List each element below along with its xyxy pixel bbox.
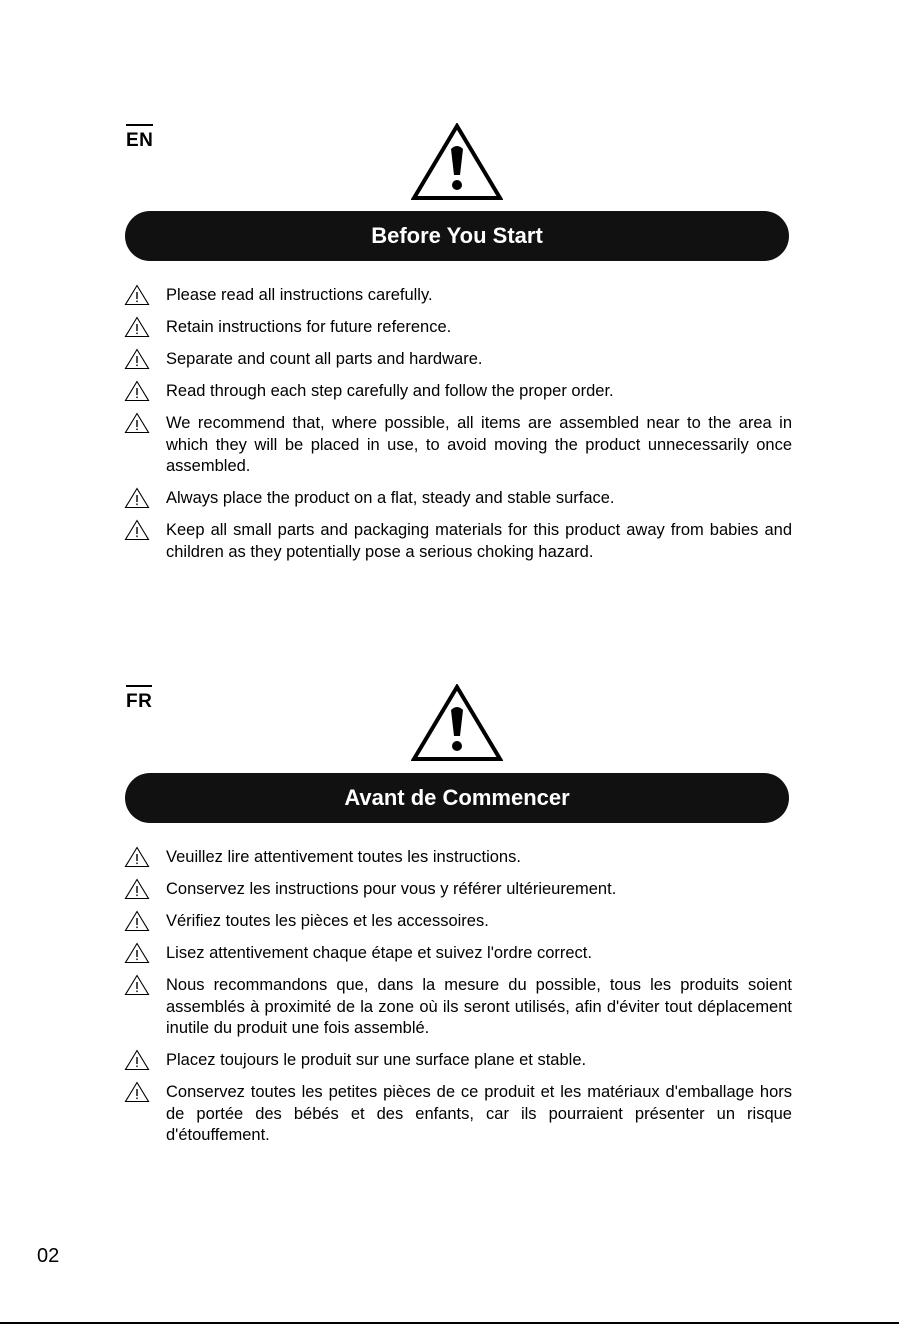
list-item-text: Placez toujours le produit sur une surface plane et stable.	[166, 1051, 587, 1069]
warning-triangle-icon	[124, 487, 150, 509]
list-item	[124, 911, 792, 933]
warning-triangle-icon	[124, 846, 150, 868]
section-banner-avant-de-commencer	[125, 773, 789, 823]
list-item-text: Vérifiez toutes les pièces et les accessoires.	[166, 912, 489, 930]
warning-triangle-icon	[124, 284, 150, 306]
list-item	[124, 943, 792, 965]
list-item	[124, 1050, 792, 1072]
warning-triangle-icon	[124, 910, 150, 932]
instruction-list-fr	[124, 847, 792, 1157]
banner-title: Avant de Commencer	[344, 785, 570, 810]
list-item-text: Always place the product on a flat, steady and stable surface.	[166, 489, 615, 507]
list-item	[124, 317, 792, 339]
list-item-text: Veuillez lire attentivement toutes les instructions.	[166, 848, 521, 866]
warning-triangle-icon	[124, 1081, 150, 1103]
list-item	[124, 349, 792, 371]
language-label-en: EN	[126, 124, 153, 150]
list-item-text: Conservez toutes les petites pièces de ce produit et les matériaux d'emballage hors de portée des bébés et des enfants, car ils pourraient présenter un risque d'étouffement.	[166, 1083, 792, 1144]
list-item-text: Lisez attentivement chaque étape et suivez l'ordre correct.	[166, 944, 592, 962]
warning-triangle-icon	[124, 316, 150, 338]
list-item	[124, 413, 792, 478]
banner-title: Before You Start	[371, 223, 543, 248]
list-item	[124, 847, 792, 869]
warning-triangle-icon	[124, 348, 150, 370]
warning-triangle-icon	[124, 942, 150, 964]
instruction-list-en	[124, 285, 792, 574]
list-item-text: Nous recommandons que, dans la mesure du possible, tous les produits soient assemblés à proximité de la zone où ils seront utilisés, afin d'éviter tout déplacement inutile du produit une fois assemblé.	[166, 976, 792, 1037]
warning-triangle-icon	[124, 519, 150, 541]
list-item	[124, 520, 792, 563]
list-item-text: Retain instructions for future reference.	[166, 318, 452, 336]
list-item-text: Read through each step carefully and follow the proper order.	[166, 382, 614, 400]
list-item	[124, 381, 792, 403]
warning-triangle-icon	[411, 123, 503, 201]
list-item-text: We recommend that, where possible, all items are assembled near to the area in which they will be placed in use, to avoid moving the product unnecessarily once assembled.	[166, 414, 792, 475]
list-item-text: Please read all instructions carefully.	[166, 286, 433, 304]
list-item	[124, 879, 792, 901]
warning-triangle-icon	[124, 974, 150, 996]
list-item	[124, 488, 792, 510]
section-banner-before-you-start	[125, 211, 789, 261]
list-item	[124, 1082, 792, 1147]
list-item-text: Separate and count all parts and hardware.	[166, 350, 483, 368]
page-number: 02	[37, 1245, 60, 1267]
warning-triangle-icon	[124, 1049, 150, 1071]
warning-triangle-icon	[411, 684, 503, 762]
list-item	[124, 975, 792, 1040]
warning-triangle-icon	[124, 412, 150, 434]
list-item	[124, 285, 792, 307]
list-item-text: Keep all small parts and packaging materials for this product away from babies and children as they potentially pose a serious choking hazard.	[166, 521, 792, 561]
list-item-text: Conservez les instructions pour vous y référer ultérieurement.	[166, 880, 617, 898]
warning-triangle-icon	[124, 878, 150, 900]
warning-triangle-icon	[124, 380, 150, 402]
language-label-fr: FR	[126, 685, 152, 711]
